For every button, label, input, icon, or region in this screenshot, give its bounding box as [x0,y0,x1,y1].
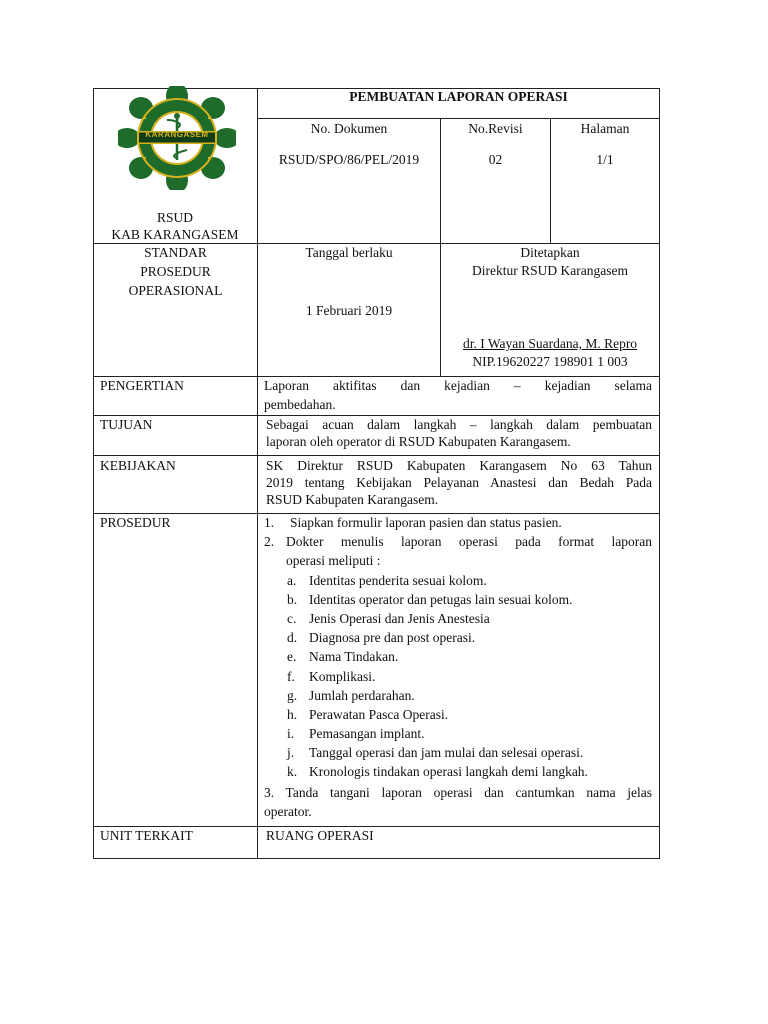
prosedur-subitem-marker: i. [287,725,295,741]
doc-no-value: RSUD/SPO/86/PEL/2019 [278,152,420,167]
doc-no-label: No. Dokumen [310,121,388,136]
prosedur-subitem-marker: k. [287,764,298,779]
kebijakan-label: KEBIJAKAN [100,458,176,473]
prosedur-step1-text: Siapkan formulir laporan pasien dan status pasien. [290,515,562,530]
tujuan-text-line2: laporan oleh operator di RSUD Kabupaten Karangasem. [266,434,571,449]
revision-value: 02 [488,152,503,167]
prosedur-subitem-text: Jenis Operasi dan Jenis Anestesia [309,611,490,627]
page-label: Halaman [580,121,630,136]
prosedur-subitem-marker: a. [287,573,297,588]
table-border-right [659,88,660,859]
prosedur-step3-line1: 3. Tanda tangani laporan operasi dan cantumkan nama jelas [264,785,652,800]
pengertian-text-line2: pembedahan. [264,397,336,412]
prosedur-subitem [287,706,448,723]
tujuan-label: TUJUAN [100,417,153,432]
unit-terkait-label: UNIT TERKAIT [100,828,193,843]
prosedur-subitem-marker: h. [287,706,298,722]
prosedur-step2-line2: operasi meliputi : [286,553,381,568]
prosedur-subitem-text: Identitas operator dan petugas lain sesuai kolom. [309,592,573,608]
prosedur-subitem-text: Perawatan Pasca Operasi. [309,706,449,722]
prosedur-subitem-text: Identitas penderita sesuai kolom. [309,573,487,588]
prosedur-subitem [287,687,415,704]
kebijakan-text-line3: RSUD Kabupaten Karangasem. [266,492,439,507]
prosedur-subitem [287,572,487,589]
table-border-bottom [93,858,660,859]
table-border-left [93,88,94,859]
prosedur-subitem [287,725,424,742]
prosedur-subitem-text: Komplikasi. [309,668,376,684]
prosedur-subitem-marker: j. [287,744,295,760]
prosedur-subitem-text: Pemasangan implant. [309,725,425,741]
prosedur-subitem-text: Diagnosa pre dan post operasi. [309,630,476,646]
prosedur-subitem [287,763,588,780]
spo-label-line3: OPERASIONAL [128,283,223,298]
unit-terkait-value: RUANG OPERASI [266,828,374,843]
kebijakan-text-line1: SK Direktur RSUD Kabupaten Karangasem No 63 Tahun [266,458,652,473]
prosedur-subitem [287,591,573,608]
prosedur-subitem-marker: g. [287,687,298,703]
table-column-divider [257,88,258,859]
prosedur-subitem-text: Tanggal operasi dan jam mulai dan selesai operasi. [309,744,584,760]
prosedur-step3-line2: operator. [264,804,312,819]
prosedur-subitem-marker: b. [287,592,298,608]
org-name-line2: KAB KARANGASEM [111,227,239,242]
document-title: PEMBUATAN LAPORAN OPERASI [349,89,568,104]
director-title: Direktur RSUD Karangasem [472,263,628,278]
org-name-line1: RSUD [156,210,193,225]
director-name: dr. I Wayan Suardana, M. Repro [462,336,638,351]
established-label: Ditetapkan [520,245,580,260]
prosedur-subitem-marker: d. [287,630,298,646]
page-value: 1/1 [596,152,614,167]
prosedur-step2-marker: 2. [264,534,275,549]
spo-label-line2: PROSEDUR [140,264,211,279]
prosedur-subitem-text: Nama Tindakan. [309,649,399,665]
hospital-logo [118,86,236,190]
tujuan-text-line1: Sebagai acuan dalam langkah – langkah dalam pembuatan [266,417,652,432]
prosedur-label: PROSEDUR [100,515,171,530]
prosedur-subitem [287,744,583,761]
revision-label: No.Revisi [468,121,523,136]
pengertian-label: PENGERTIAN [100,378,184,393]
prosedur-subitem [287,610,490,627]
kebijakan-text-line2: 2019 tentang Kebijakan Pelayanan Anastesi dan Bedah Pada [266,475,652,490]
prosedur-subitem [287,668,375,685]
prosedur-subitem [287,629,475,646]
prosedur-step1-marker: 1. [264,515,275,530]
prosedur-step2-line1: Dokter menulis laporan operasi pada format laporan [286,534,652,549]
spo-label-line1: STANDAR [144,245,207,260]
prosedur-subitem-marker: f. [287,668,295,684]
prosedur-subitem-text: Jumlah perdarahan. [309,687,415,703]
prosedur-subitem-marker: e. [287,649,297,665]
director-nip: NIP.19620227 198901 1 003 [472,354,628,369]
prosedur-subitem-marker: c. [287,611,297,627]
logo-text-middle: KARANGASEM [145,130,209,139]
title-row-line [257,118,660,119]
effective-date-value: 1 Februari 2019 [305,303,393,318]
prosedur-subitem-text: Kronologis tindakan operasi langkah demi langkah. [309,764,588,779]
pengertian-text-line1: Laporan aktifitas dan kejadian – kejadian selama [264,378,652,393]
prosedur-subitem [287,648,398,665]
effective-date-label: Tanggal berlaku [305,245,393,260]
tujuan-row-line [93,455,660,456]
